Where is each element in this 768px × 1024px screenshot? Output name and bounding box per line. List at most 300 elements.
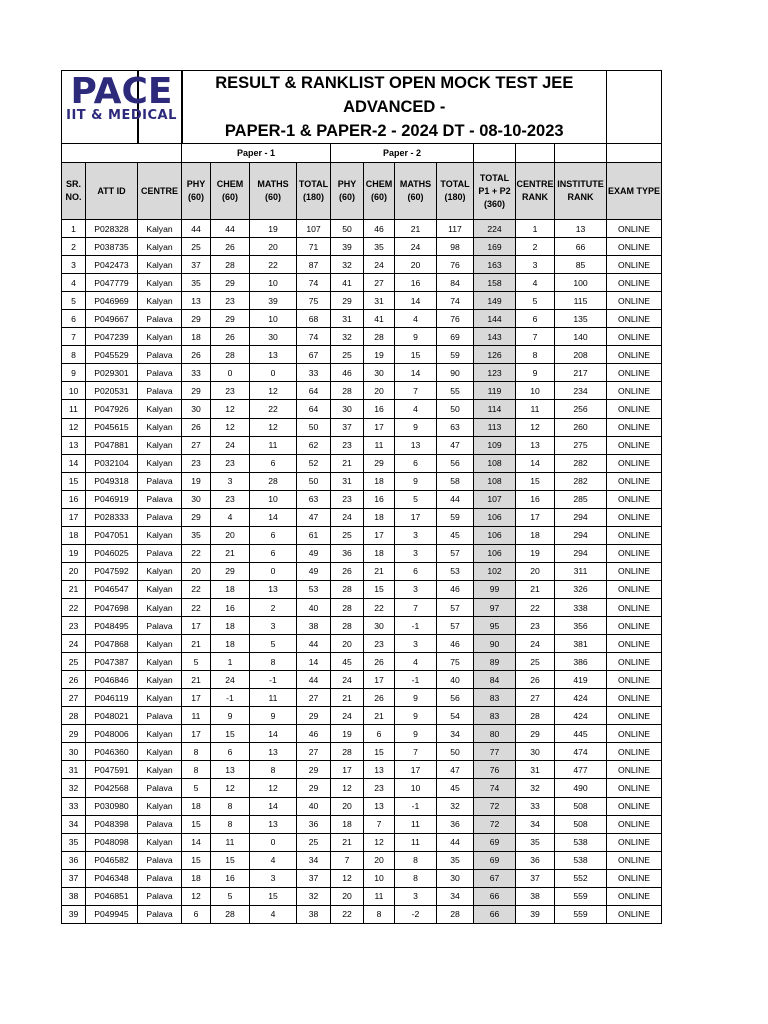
table-row — [62, 526, 662, 544]
cell-maths-2: 14 — [395, 292, 437, 310]
paper-group-blank-5 — [607, 144, 662, 163]
cell-centre-rank: 1 — [516, 220, 555, 238]
cell-maths-1: 0 — [250, 833, 297, 851]
cell-att-id: P047881 — [86, 436, 138, 454]
cell-centre: Kalyan — [138, 454, 182, 472]
cell-institute-rank: 275 — [555, 436, 607, 454]
cell-maths-2: 14 — [395, 364, 437, 382]
table-row — [62, 364, 662, 382]
cell-centre-rank: 18 — [516, 526, 555, 544]
cell-phy-1: 21 — [182, 635, 211, 653]
cell-total-1: 36 — [297, 815, 331, 833]
cell-total-1: 49 — [297, 562, 331, 580]
cell-phy-1: 22 — [182, 580, 211, 598]
cell-chem-2: 15 — [364, 743, 395, 761]
cell-maths-2: 9 — [395, 328, 437, 346]
cell-exam-type: ONLINE — [607, 671, 662, 689]
col-header-phy-1: PHY (60) — [182, 163, 211, 220]
cell-chem-2: 16 — [364, 490, 395, 508]
cell-phy-2: 28 — [331, 743, 364, 761]
cell-chem-2: 7 — [364, 815, 395, 833]
cell-total-2: 47 — [437, 761, 474, 779]
cell-exam-type: ONLINE — [607, 562, 662, 580]
cell-maths-2: 10 — [395, 779, 437, 797]
cell-institute-rank: 490 — [555, 779, 607, 797]
cell-chem-2: 41 — [364, 310, 395, 328]
cell-sr: 30 — [62, 743, 86, 761]
cell-phy-1: 17 — [182, 725, 211, 743]
cell-institute-rank: 282 — [555, 472, 607, 490]
cell-sr: 22 — [62, 598, 86, 616]
cell-total-2: 57 — [437, 617, 474, 635]
cell-exam-type: ONLINE — [607, 310, 662, 328]
cell-chem-1: 8 — [211, 815, 250, 833]
cell-total-1: 38 — [297, 617, 331, 635]
cell-chem-1: 12 — [211, 400, 250, 418]
cell-maths-1: 13 — [250, 346, 297, 364]
cell-centre-rank: 5 — [516, 292, 555, 310]
cell-maths-2: 17 — [395, 761, 437, 779]
cell-exam-type: ONLINE — [607, 364, 662, 382]
cell-centre: Kalyan — [138, 400, 182, 418]
cell-exam-type: ONLINE — [607, 256, 662, 274]
cell-exam-type: ONLINE — [607, 526, 662, 544]
cell-maths-1: 19 — [250, 220, 297, 238]
cell-phy-2: 28 — [331, 382, 364, 400]
cell-phy-2: 24 — [331, 671, 364, 689]
cell-exam-type: ONLINE — [607, 761, 662, 779]
cell-phy-2: 28 — [331, 580, 364, 598]
cell-chem-1: 26 — [211, 328, 250, 346]
cell-maths-1: 14 — [250, 797, 297, 815]
cell-phy-2: 20 — [331, 887, 364, 905]
cell-maths-1: 22 — [250, 256, 297, 274]
cell-exam-type: ONLINE — [607, 725, 662, 743]
cell-sr: 37 — [62, 869, 86, 887]
cell-exam-type: ONLINE — [607, 238, 662, 256]
cell-phy-1: 8 — [182, 761, 211, 779]
cell-institute-rank: 294 — [555, 508, 607, 526]
cell-maths-2: 3 — [395, 635, 437, 653]
cell-maths-1: 6 — [250, 526, 297, 544]
cell-total-1: 49 — [297, 544, 331, 562]
cell-centre-rank: 29 — [516, 725, 555, 743]
cell-centre: Kalyan — [138, 689, 182, 707]
cell-total-1: 87 — [297, 256, 331, 274]
cell-att-id: P046582 — [86, 851, 138, 869]
cell-chem-2: 27 — [364, 274, 395, 292]
cell-maths-2: 4 — [395, 653, 437, 671]
cell-att-id: P048021 — [86, 707, 138, 725]
cell-maths-1: 10 — [250, 490, 297, 508]
cell-chem-1: 18 — [211, 580, 250, 598]
table-row — [62, 653, 662, 671]
cell-chem-2: 12 — [364, 833, 395, 851]
cell-institute-rank: 381 — [555, 635, 607, 653]
cell-institute-rank: 338 — [555, 598, 607, 616]
cell-grand-total: 106 — [474, 508, 516, 526]
cell-phy-1: 26 — [182, 346, 211, 364]
cell-maths-2: 21 — [395, 220, 437, 238]
cell-centre-rank: 22 — [516, 598, 555, 616]
cell-chem-2: 26 — [364, 689, 395, 707]
cell-phy-1: 6 — [182, 905, 211, 923]
cell-maths-2: -1 — [395, 617, 437, 635]
cell-chem-1: 29 — [211, 274, 250, 292]
cell-grand-total: 80 — [474, 725, 516, 743]
cell-maths-1: -1 — [250, 671, 297, 689]
cell-centre: Kalyan — [138, 238, 182, 256]
cell-exam-type: ONLINE — [607, 869, 662, 887]
cell-sr: 26 — [62, 671, 86, 689]
table-row — [62, 256, 662, 274]
cell-total-1: 62 — [297, 436, 331, 454]
cell-maths-1: 12 — [250, 779, 297, 797]
table-row — [62, 346, 662, 364]
cell-total-2: 76 — [437, 256, 474, 274]
cell-total-1: 46 — [297, 725, 331, 743]
cell-total-2: 98 — [437, 238, 474, 256]
cell-att-id: P046547 — [86, 580, 138, 598]
cell-maths-2: -1 — [395, 671, 437, 689]
cell-total-1: 27 — [297, 743, 331, 761]
cell-grand-total: 113 — [474, 418, 516, 436]
cell-phy-1: 19 — [182, 472, 211, 490]
cell-institute-rank: 538 — [555, 833, 607, 851]
cell-phy-2: 17 — [331, 761, 364, 779]
cell-chem-2: 29 — [364, 454, 395, 472]
table-row — [62, 689, 662, 707]
cell-grand-total: 90 — [474, 635, 516, 653]
cell-grand-total: 66 — [474, 887, 516, 905]
cell-total-2: 53 — [437, 562, 474, 580]
cell-phy-1: 30 — [182, 400, 211, 418]
cell-phy-2: 41 — [331, 274, 364, 292]
cell-total-2: 45 — [437, 526, 474, 544]
cell-total-1: 44 — [297, 671, 331, 689]
table-row — [62, 418, 662, 436]
cell-maths-2: 9 — [395, 707, 437, 725]
cell-institute-rank: 256 — [555, 400, 607, 418]
cell-chem-2: 19 — [364, 346, 395, 364]
cell-sr: 25 — [62, 653, 86, 671]
cell-chem-1: 20 — [211, 526, 250, 544]
cell-institute-rank: 311 — [555, 562, 607, 580]
cell-exam-type: ONLINE — [607, 905, 662, 923]
cell-phy-2: 22 — [331, 905, 364, 923]
cell-phy-1: 18 — [182, 797, 211, 815]
cell-chem-1: 23 — [211, 490, 250, 508]
cell-phy-1: 18 — [182, 328, 211, 346]
cell-maths-2: 7 — [395, 382, 437, 400]
cell-att-id: P047591 — [86, 761, 138, 779]
cell-phy-1: 23 — [182, 454, 211, 472]
cell-maths-1: 20 — [250, 238, 297, 256]
cell-phy-2: 20 — [331, 797, 364, 815]
cell-att-id: P048495 — [86, 617, 138, 635]
paper-group-blank-4 — [555, 144, 607, 163]
cell-maths-1: 11 — [250, 689, 297, 707]
cell-phy-1: 35 — [182, 274, 211, 292]
cell-phy-1: 27 — [182, 436, 211, 454]
cell-centre-rank: 28 — [516, 707, 555, 725]
cell-sr: 33 — [62, 797, 86, 815]
cell-grand-total: 163 — [474, 256, 516, 274]
table-row — [62, 490, 662, 508]
cell-centre: Palava — [138, 617, 182, 635]
table-row — [62, 779, 662, 797]
cell-chem-1: 24 — [211, 436, 250, 454]
cell-exam-type: ONLINE — [607, 833, 662, 851]
cell-att-id: P049318 — [86, 472, 138, 490]
cell-phy-1: 29 — [182, 382, 211, 400]
col-header-grand-total: TOTAL P1 + P2 (360) — [474, 163, 516, 220]
cell-centre: Palava — [138, 779, 182, 797]
cell-centre-rank: 36 — [516, 851, 555, 869]
cell-maths-2: 3 — [395, 526, 437, 544]
cell-sr: 24 — [62, 635, 86, 653]
cell-phy-2: 24 — [331, 508, 364, 526]
cell-centre: Kalyan — [138, 292, 182, 310]
cell-maths-2: 24 — [395, 238, 437, 256]
cell-chem-2: 13 — [364, 797, 395, 815]
cell-sr: 32 — [62, 779, 86, 797]
cell-centre-rank: 32 — [516, 779, 555, 797]
cell-centre: Kalyan — [138, 526, 182, 544]
cell-centre: Palava — [138, 851, 182, 869]
cell-institute-rank: 386 — [555, 653, 607, 671]
cell-total-1: 33 — [297, 364, 331, 382]
cell-grand-total: 126 — [474, 346, 516, 364]
cell-grand-total: 109 — [474, 436, 516, 454]
cell-exam-type: ONLINE — [607, 598, 662, 616]
cell-att-id: P020531 — [86, 382, 138, 400]
cell-phy-2: 50 — [331, 220, 364, 238]
cell-phy-1: 22 — [182, 544, 211, 562]
cell-total-2: 32 — [437, 797, 474, 815]
cell-chem-2: 15 — [364, 580, 395, 598]
cell-maths-1: 10 — [250, 310, 297, 328]
table-row — [62, 598, 662, 616]
cell-chem-1: 4 — [211, 508, 250, 526]
cell-maths-2: 6 — [395, 454, 437, 472]
table-row — [62, 635, 662, 653]
cell-institute-rank: 66 — [555, 238, 607, 256]
cell-phy-1: 44 — [182, 220, 211, 238]
cell-maths-1: 8 — [250, 761, 297, 779]
cell-grand-total: 67 — [474, 869, 516, 887]
cell-phy-2: 21 — [331, 454, 364, 472]
cell-maths-2: 16 — [395, 274, 437, 292]
cell-centre-rank: 12 — [516, 418, 555, 436]
cell-att-id: P029301 — [86, 364, 138, 382]
cell-institute-rank: 424 — [555, 707, 607, 725]
cell-centre: Kalyan — [138, 761, 182, 779]
cell-maths-1: 0 — [250, 364, 297, 382]
cell-total-2: 74 — [437, 292, 474, 310]
cell-phy-2: 31 — [331, 472, 364, 490]
cell-maths-1: 28 — [250, 472, 297, 490]
cell-sr: 2 — [62, 238, 86, 256]
cell-total-1: 38 — [297, 905, 331, 923]
cell-total-1: 53 — [297, 580, 331, 598]
cell-centre-rank: 19 — [516, 544, 555, 562]
cell-total-1: 47 — [297, 508, 331, 526]
cell-total-1: 50 — [297, 418, 331, 436]
cell-exam-type: ONLINE — [607, 815, 662, 833]
cell-exam-type: ONLINE — [607, 617, 662, 635]
cell-total-2: 55 — [437, 382, 474, 400]
cell-centre: Palava — [138, 508, 182, 526]
cell-institute-rank: 445 — [555, 725, 607, 743]
cell-att-id: P042568 — [86, 779, 138, 797]
cell-centre-rank: 26 — [516, 671, 555, 689]
cell-chem-1: 15 — [211, 725, 250, 743]
cell-phy-2: 46 — [331, 364, 364, 382]
cell-grand-total: 224 — [474, 220, 516, 238]
table-row — [62, 310, 662, 328]
cell-total-1: 107 — [297, 220, 331, 238]
cell-phy-2: 32 — [331, 328, 364, 346]
cell-exam-type: ONLINE — [607, 436, 662, 454]
table-row — [62, 472, 662, 490]
table-row — [62, 743, 662, 761]
table-row — [62, 725, 662, 743]
cell-chem-1: 23 — [211, 454, 250, 472]
cell-att-id: P042473 — [86, 256, 138, 274]
table-row — [62, 887, 662, 905]
table-row — [62, 617, 662, 635]
col-header-att-id: ATT ID — [86, 163, 138, 220]
cell-total-1: 74 — [297, 328, 331, 346]
cell-phy-2: 32 — [331, 256, 364, 274]
header-row — [62, 163, 662, 220]
cell-phy-2: 21 — [331, 689, 364, 707]
cell-total-1: 29 — [297, 779, 331, 797]
cell-phy-2: 45 — [331, 653, 364, 671]
cell-maths-1: 14 — [250, 508, 297, 526]
cell-maths-2: 3 — [395, 544, 437, 562]
cell-sr: 18 — [62, 526, 86, 544]
cell-centre: Kalyan — [138, 220, 182, 238]
cell-total-1: 27 — [297, 689, 331, 707]
cell-phy-2: 20 — [331, 635, 364, 653]
cell-maths-2: 8 — [395, 851, 437, 869]
table-row — [62, 562, 662, 580]
cell-total-1: 25 — [297, 833, 331, 851]
cell-total-1: 68 — [297, 310, 331, 328]
table-row — [62, 797, 662, 815]
cell-centre: Kalyan — [138, 580, 182, 598]
cell-att-id: P048098 — [86, 833, 138, 851]
cell-total-1: 64 — [297, 400, 331, 418]
cell-maths-1: 9 — [250, 707, 297, 725]
cell-centre-rank: 35 — [516, 833, 555, 851]
cell-maths-1: 3 — [250, 617, 297, 635]
cell-chem-2: 20 — [364, 382, 395, 400]
cell-total-2: 45 — [437, 779, 474, 797]
cell-centre-rank: 31 — [516, 761, 555, 779]
cell-grand-total: 76 — [474, 761, 516, 779]
cell-centre: Kalyan — [138, 436, 182, 454]
cell-att-id: P047051 — [86, 526, 138, 544]
cell-total-2: 34 — [437, 887, 474, 905]
cell-centre: Kalyan — [138, 833, 182, 851]
cell-maths-2: 7 — [395, 743, 437, 761]
cell-sr: 12 — [62, 418, 86, 436]
cell-maths-1: 6 — [250, 544, 297, 562]
cell-chem-1: 26 — [211, 238, 250, 256]
cell-grand-total: 143 — [474, 328, 516, 346]
cell-chem-1: 16 — [211, 598, 250, 616]
pace-logo — [62, 71, 181, 127]
cell-chem-1: 9 — [211, 707, 250, 725]
cell-centre-rank: 21 — [516, 580, 555, 598]
cell-centre-rank: 7 — [516, 328, 555, 346]
table-row — [62, 544, 662, 562]
cell-chem-1: 15 — [211, 851, 250, 869]
cell-total-2: 30 — [437, 869, 474, 887]
cell-maths-1: 39 — [250, 292, 297, 310]
cell-institute-rank: 294 — [555, 526, 607, 544]
cell-sr: 34 — [62, 815, 86, 833]
table-row — [62, 454, 662, 472]
cell-chem-2: 46 — [364, 220, 395, 238]
cell-chem-1: 12 — [211, 418, 250, 436]
cell-total-2: 54 — [437, 707, 474, 725]
cell-maths-2: 9 — [395, 725, 437, 743]
cell-total-1: 29 — [297, 707, 331, 725]
cell-grand-total: 84 — [474, 671, 516, 689]
page-title — [182, 71, 607, 144]
cell-phy-2: 30 — [331, 400, 364, 418]
table-row — [62, 220, 662, 238]
cell-phy-1: 15 — [182, 815, 211, 833]
cell-chem-1: 29 — [211, 562, 250, 580]
cell-centre-rank: 25 — [516, 653, 555, 671]
cell-chem-2: 18 — [364, 472, 395, 490]
cell-maths-2: 3 — [395, 887, 437, 905]
table-row — [62, 400, 662, 418]
cell-total-1: 75 — [297, 292, 331, 310]
cell-grand-total: 114 — [474, 400, 516, 418]
cell-maths-2: 6 — [395, 562, 437, 580]
table-row — [62, 851, 662, 869]
cell-centre-rank: 23 — [516, 617, 555, 635]
cell-total-2: 58 — [437, 472, 474, 490]
cell-phy-1: 29 — [182, 310, 211, 328]
cell-exam-type: ONLINE — [607, 490, 662, 508]
cell-exam-type: ONLINE — [607, 454, 662, 472]
cell-maths-2: 3 — [395, 580, 437, 598]
cell-institute-rank: 424 — [555, 689, 607, 707]
cell-chem-2: 10 — [364, 869, 395, 887]
cell-sr: 14 — [62, 454, 86, 472]
cell-institute-rank: 234 — [555, 382, 607, 400]
cell-centre: Kalyan — [138, 653, 182, 671]
cell-centre: Palava — [138, 815, 182, 833]
cell-institute-rank: 217 — [555, 364, 607, 382]
cell-exam-type: ONLINE — [607, 220, 662, 238]
cell-exam-type: ONLINE — [607, 779, 662, 797]
cell-phy-1: 15 — [182, 851, 211, 869]
table-row — [62, 292, 662, 310]
cell-sr: 15 — [62, 472, 86, 490]
cell-att-id: P049945 — [86, 905, 138, 923]
table-row — [62, 833, 662, 851]
cell-sr: 39 — [62, 905, 86, 923]
cell-phy-2: 12 — [331, 869, 364, 887]
